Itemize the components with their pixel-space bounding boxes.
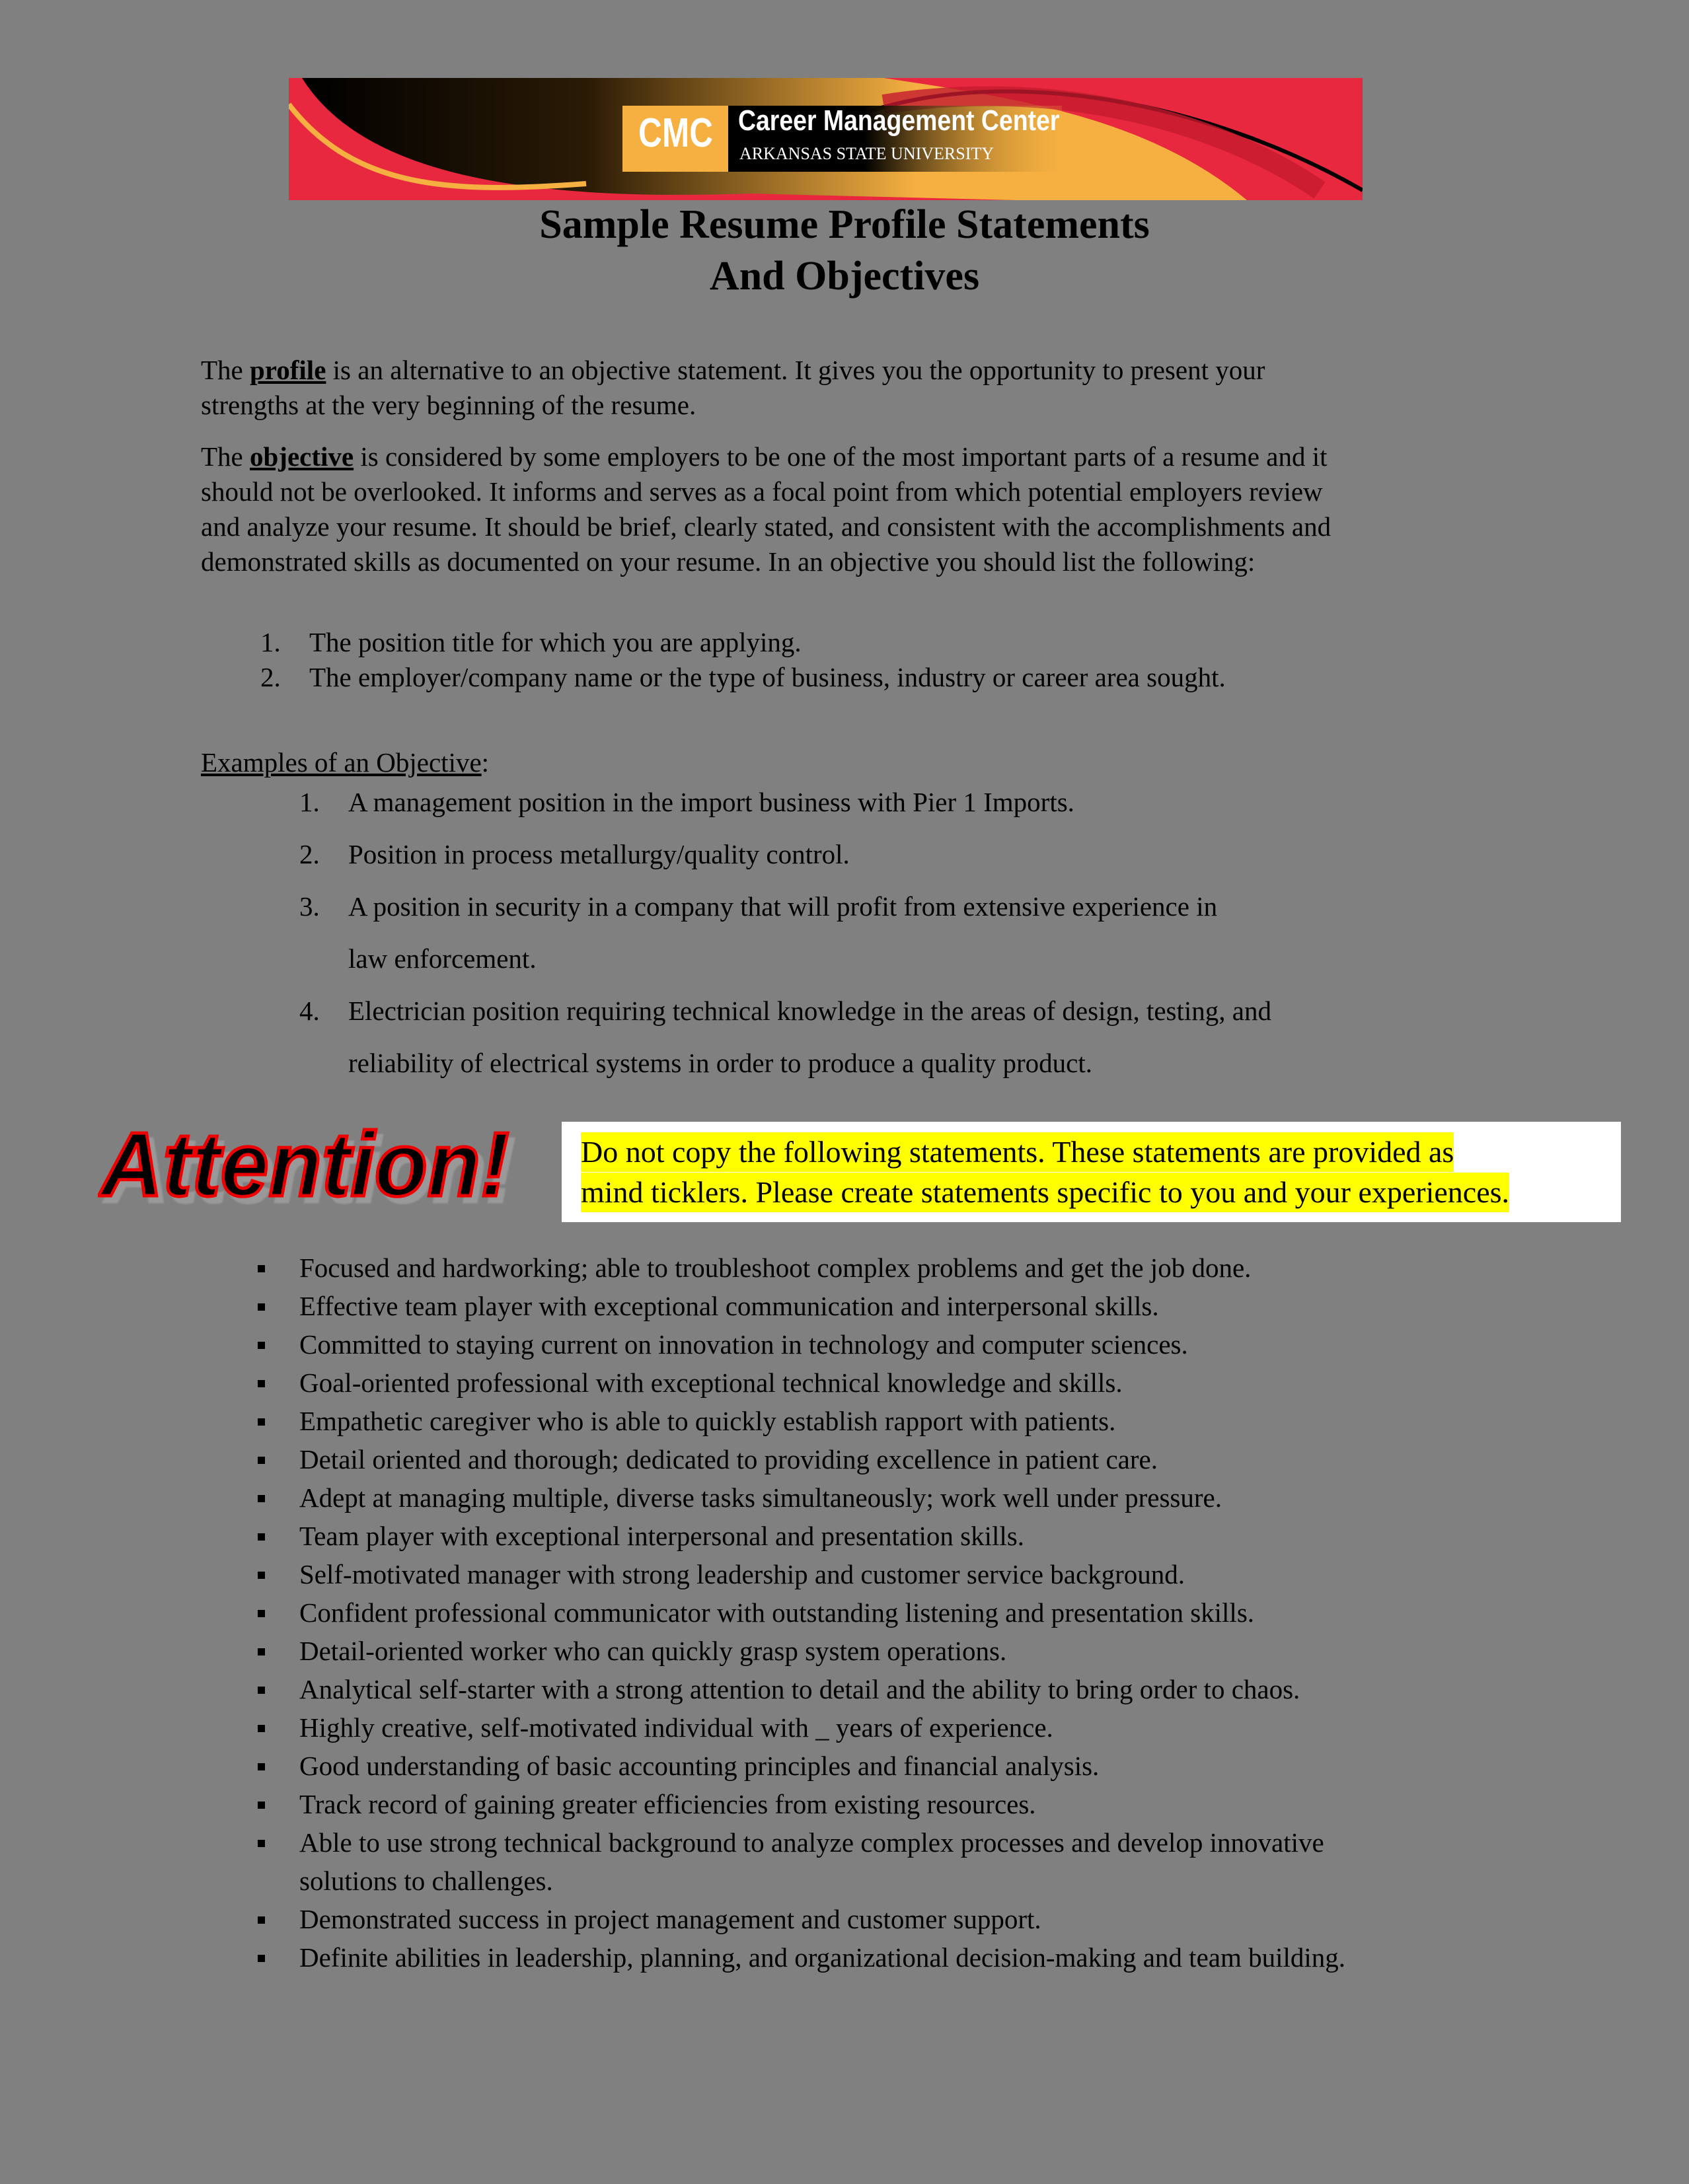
bullet-text: Team player with exceptional interpersonal and presentation skills. [299,1521,1024,1551]
example-number: 1. [299,787,320,817]
profile-term: profile [250,355,326,385]
bullet-text: Detail oriented and thorough; dedicated to providing excellence in patient care. [299,1444,1158,1474]
attention-graphic [98,1123,554,1219]
bullet-square-icon [258,1916,265,1924]
bullet-text: Self-motivated manager with strong leadership and customer service background. [299,1559,1185,1589]
example-number: 2. [299,839,320,869]
bullet-text: Empathetic caregiver who is able to quickly establish rapport with patients. [299,1406,1116,1436]
list-item-number: 1. [260,627,281,657]
bullet-text: Track record of gaining greater efficiencies from existing resources. [299,1789,1036,1819]
cmc-logo-title: Career Management Center [738,104,1060,137]
bullet-square-icon [258,1533,265,1541]
example-text: law enforcement. [348,943,537,974]
list-item-number: 2. [260,662,281,692]
bullet-text: Committed to staying current on innovation in technology and computer sciences. [299,1329,1188,1360]
bullet-text: Adept at managing multiple, diverse tasks simultaneously; work well under pressure. [299,1482,1222,1513]
example-text: Electrician position requiring technical knowledge in the areas of design, testing, and [348,996,1271,1026]
examples-heading [201,746,489,778]
bullet-square-icon [258,1840,265,1847]
text: Examples of an Objective [201,747,482,778]
bullet-text: Detail-oriented worker who can quickly grasp system operations. [299,1636,1007,1666]
bullet-text: Confident professional communicator with outstanding listening and presentation skills. [299,1597,1255,1628]
banner-swoosh-graphic [289,78,1363,200]
bullet-square-icon [258,1802,265,1809]
example-number: 4. [299,996,320,1026]
bullet-text: Able to use strong technical background to analyze complex processes and develop innovative [299,1827,1324,1858]
text: should not be overlooked. It informs and serves as a focal point from which potential employers review [201,476,1323,507]
objective-paragraph [201,439,1331,579]
attention-label: Attention! [100,1123,509,1216]
bullet-square-icon [258,1648,265,1656]
bullet-square-icon [258,1418,265,1426]
page-title-line2: And Objectives [709,254,980,299]
example-text: A position in security in a company that will profit from extensive experience in [348,891,1218,922]
bullet-text: solutions to challenges. [299,1866,553,1896]
objective-term: objective [250,441,354,472]
bullet-text: Goal-oriented professional with exceptional technical knowledge and skills. [299,1367,1123,1398]
bullet-square-icon [258,1342,265,1349]
page-title-line1: Sample Resume Profile Statements [539,202,1150,247]
cmc-banner [289,78,1363,200]
example-number: 3. [299,891,320,922]
text: The [201,355,250,385]
notice-line2: mind ticklers. Please create statements specific to you and your experiences. [581,1173,1509,1212]
list-item-text: The position title for which you are applying. [309,627,802,657]
bullet-square-icon [258,1725,265,1732]
bullet-square-icon [258,1303,265,1311]
bullet-text: Good understanding of basic accounting principles and financial analysis. [299,1751,1100,1781]
cmc-logo-abbr: CMC [638,110,713,156]
text: and analyze your resume. It should be brief, clearly stated, and consistent with the accomplishments and [201,511,1332,542]
list-item-text: The employer/company name or the type of business, industry or career area sought. [309,662,1226,692]
bullet-square-icon [258,1457,265,1464]
bullet-square-icon [258,1572,265,1579]
bullet-square-icon [258,1380,265,1387]
bullet-text: Effective team player with exceptional communication and interpersonal skills. [299,1291,1159,1321]
attention-notice-box [562,1122,1621,1222]
bullet-square-icon [258,1265,265,1272]
text: strengths at the very beginning of the resume. [201,390,696,420]
bullet-text: Demonstrated success in project management and customer support. [299,1904,1041,1934]
text: : [481,747,490,778]
bullet-text: Definite abilities in leadership, planning, and organizational decision-making and team building. [299,1942,1346,1973]
bullet-square-icon [258,1610,265,1617]
cmc-logo-subtitle: ARKANSAS STATE UNIVERSITY [739,144,995,163]
example-text: reliability of electrical systems in order to produce a quality product. [348,1048,1092,1078]
text: is considered by some employers to be one of the most important parts of a resume and it [354,441,1328,472]
example-text: A management position in the import business with Pier 1 Imports. [348,787,1074,817]
text: is an alternative to an objective statement. It gives you the opportunity to present your [326,355,1265,385]
bullet-square-icon [258,1687,265,1694]
profile-paragraph [201,353,1265,423]
bullet-square-icon [258,1763,265,1770]
bullet-text: Analytical self-starter with a strong attention to detail and the ability to bring order to chaos. [299,1674,1300,1704]
text: The [201,441,250,472]
bullet-text: Highly creative, self-motivated individual with _ years of experience. [299,1712,1053,1743]
bullet-square-icon [258,1495,265,1502]
notice-line1: Do not copy the following statements. These statements are provided as [581,1132,1454,1172]
bullet-text: Focused and hardworking; able to troubleshoot complex problems and get the job done. [299,1253,1252,1283]
example-text: Position in process metallurgy/quality control. [348,839,850,869]
bullet-square-icon [258,1955,265,1962]
text: demonstrated skills as documented on your resume. In an objective you should list the following: [201,546,1256,577]
